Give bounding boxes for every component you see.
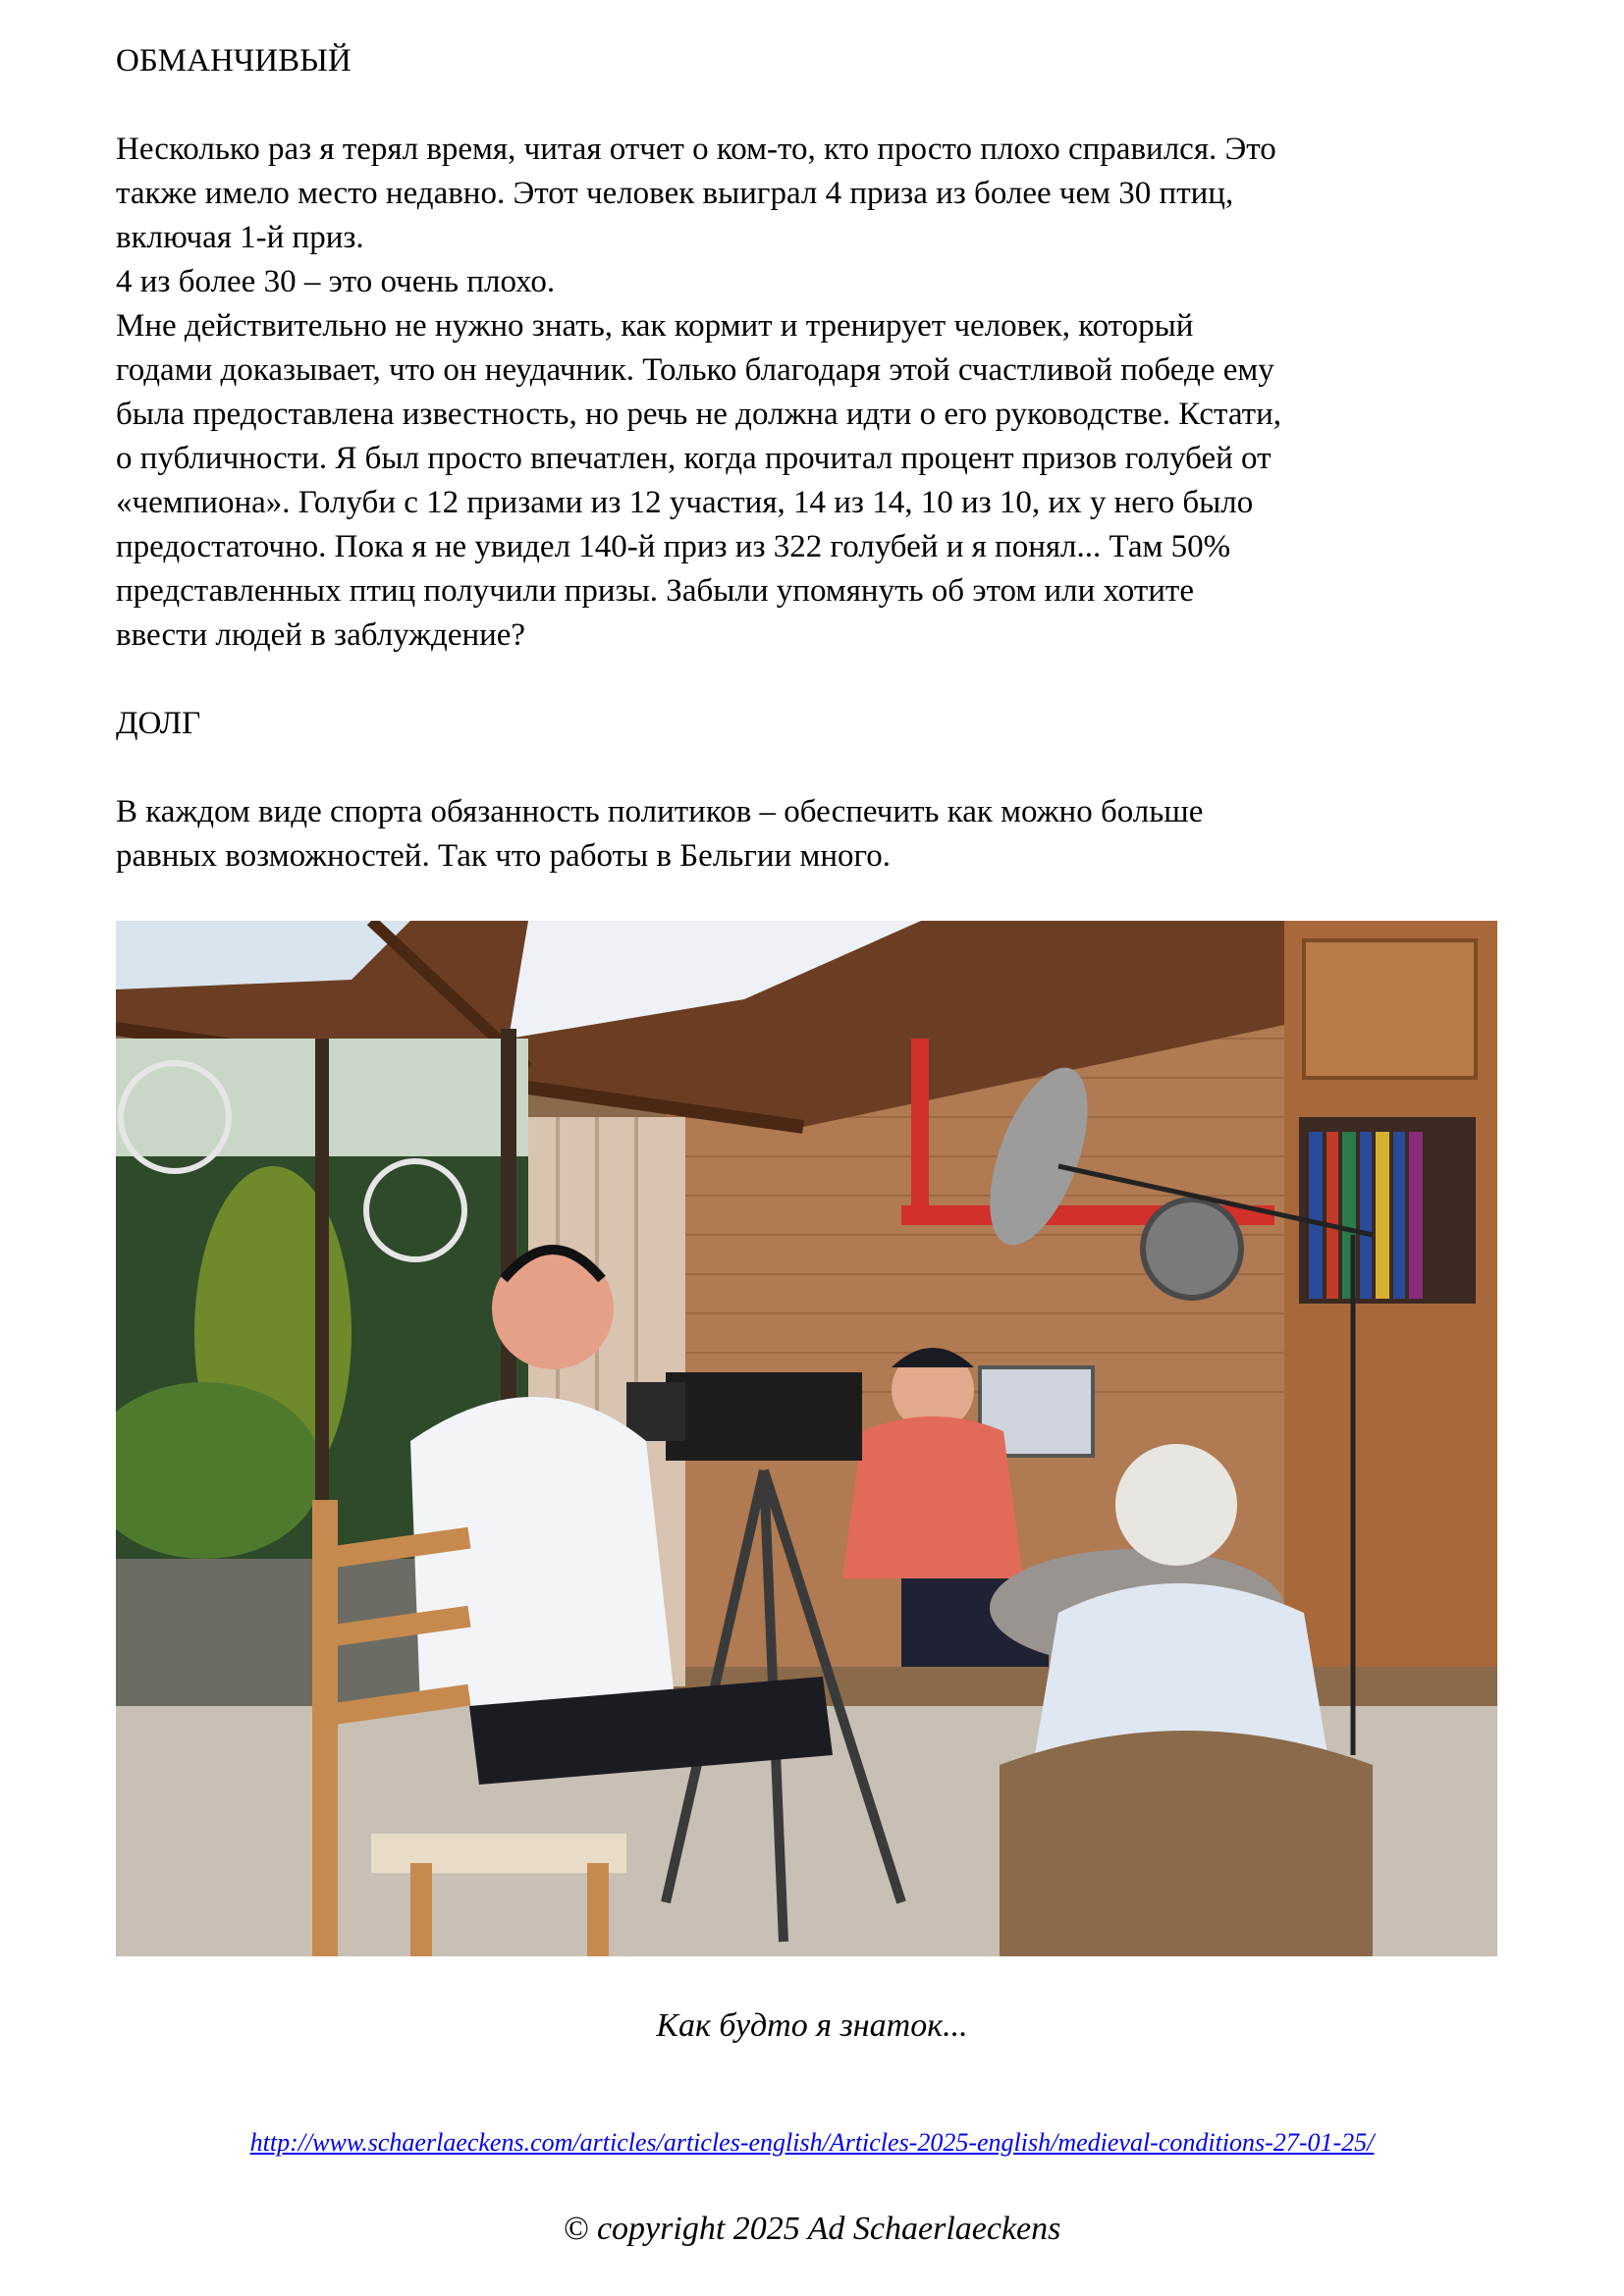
section-heading-duty: ДОЛГ bbox=[116, 706, 201, 741]
interview-photo-illustration bbox=[116, 921, 1497, 1956]
section-heading-deceptive: ОБМАНЧИВЫЙ bbox=[116, 43, 352, 79]
paragraph-line: была предоставлена известность, но речь не должна идти о его руководстве. Кстати, bbox=[116, 397, 1281, 432]
source-link[interactable]: http://www.schaerlaeckens.com/articles/articles-english/Articles-2025-english/medieval-conditions-27-01-25/ bbox=[249, 2128, 1375, 2157]
photo-caption: Как будто я знаток... bbox=[656, 2007, 968, 2044]
paragraph-line: равных возможностей. Так что работы в Бельгии много. bbox=[116, 838, 891, 874]
section-body-duty bbox=[116, 790, 1530, 879]
interview-photo bbox=[116, 921, 1497, 1956]
paragraph-line: предостаточно. Пока я не увидел 140-й приз из 322 голубей и я понял... Там 50% bbox=[116, 529, 1231, 564]
paragraph-line: Несколько раз я терял время, читая отчет о ком-то, кто просто плохо справился. Это bbox=[116, 132, 1276, 167]
paragraph-line: «чемпиона». Голуби с 12 призами из 12 участия, 14 из 14, 10 из 10, их у него было bbox=[116, 485, 1254, 520]
section-body-deceptive bbox=[116, 128, 1530, 658]
source-link-container bbox=[0, 2126, 1624, 2160]
paragraph-line: также имело место недавно. Этот человек выиграл 4 приза из более чем 30 птиц, bbox=[116, 176, 1234, 211]
paragraph-line: 4 из более 30 – это очень плохо. bbox=[116, 264, 556, 299]
paragraph-line: годами доказывает, что он неудачник. Только благодаря этой счастливой победе ему bbox=[116, 352, 1274, 388]
paragraph-line: о публичности. Я был просто впечатлен, когда прочитал процент призов голубей от bbox=[116, 441, 1272, 476]
paragraph-line: Мне действительно не нужно знать, как кормит и тренирует человек, который bbox=[116, 308, 1194, 344]
paragraph-line: включая 1-й приз. bbox=[116, 220, 364, 255]
copyright-notice: © copyright 2025 Ad Schaerlaeckens bbox=[563, 2211, 1061, 2247]
paragraph-line: представленных птиц получили призы. Забыли упомянуть об этом или хотите bbox=[116, 573, 1194, 609]
paragraph-line: ввести людей в заблуждение? bbox=[116, 617, 526, 653]
paragraph-line: В каждом виде спорта обязанность политиков – обеспечить как можно больше bbox=[116, 794, 1204, 829]
